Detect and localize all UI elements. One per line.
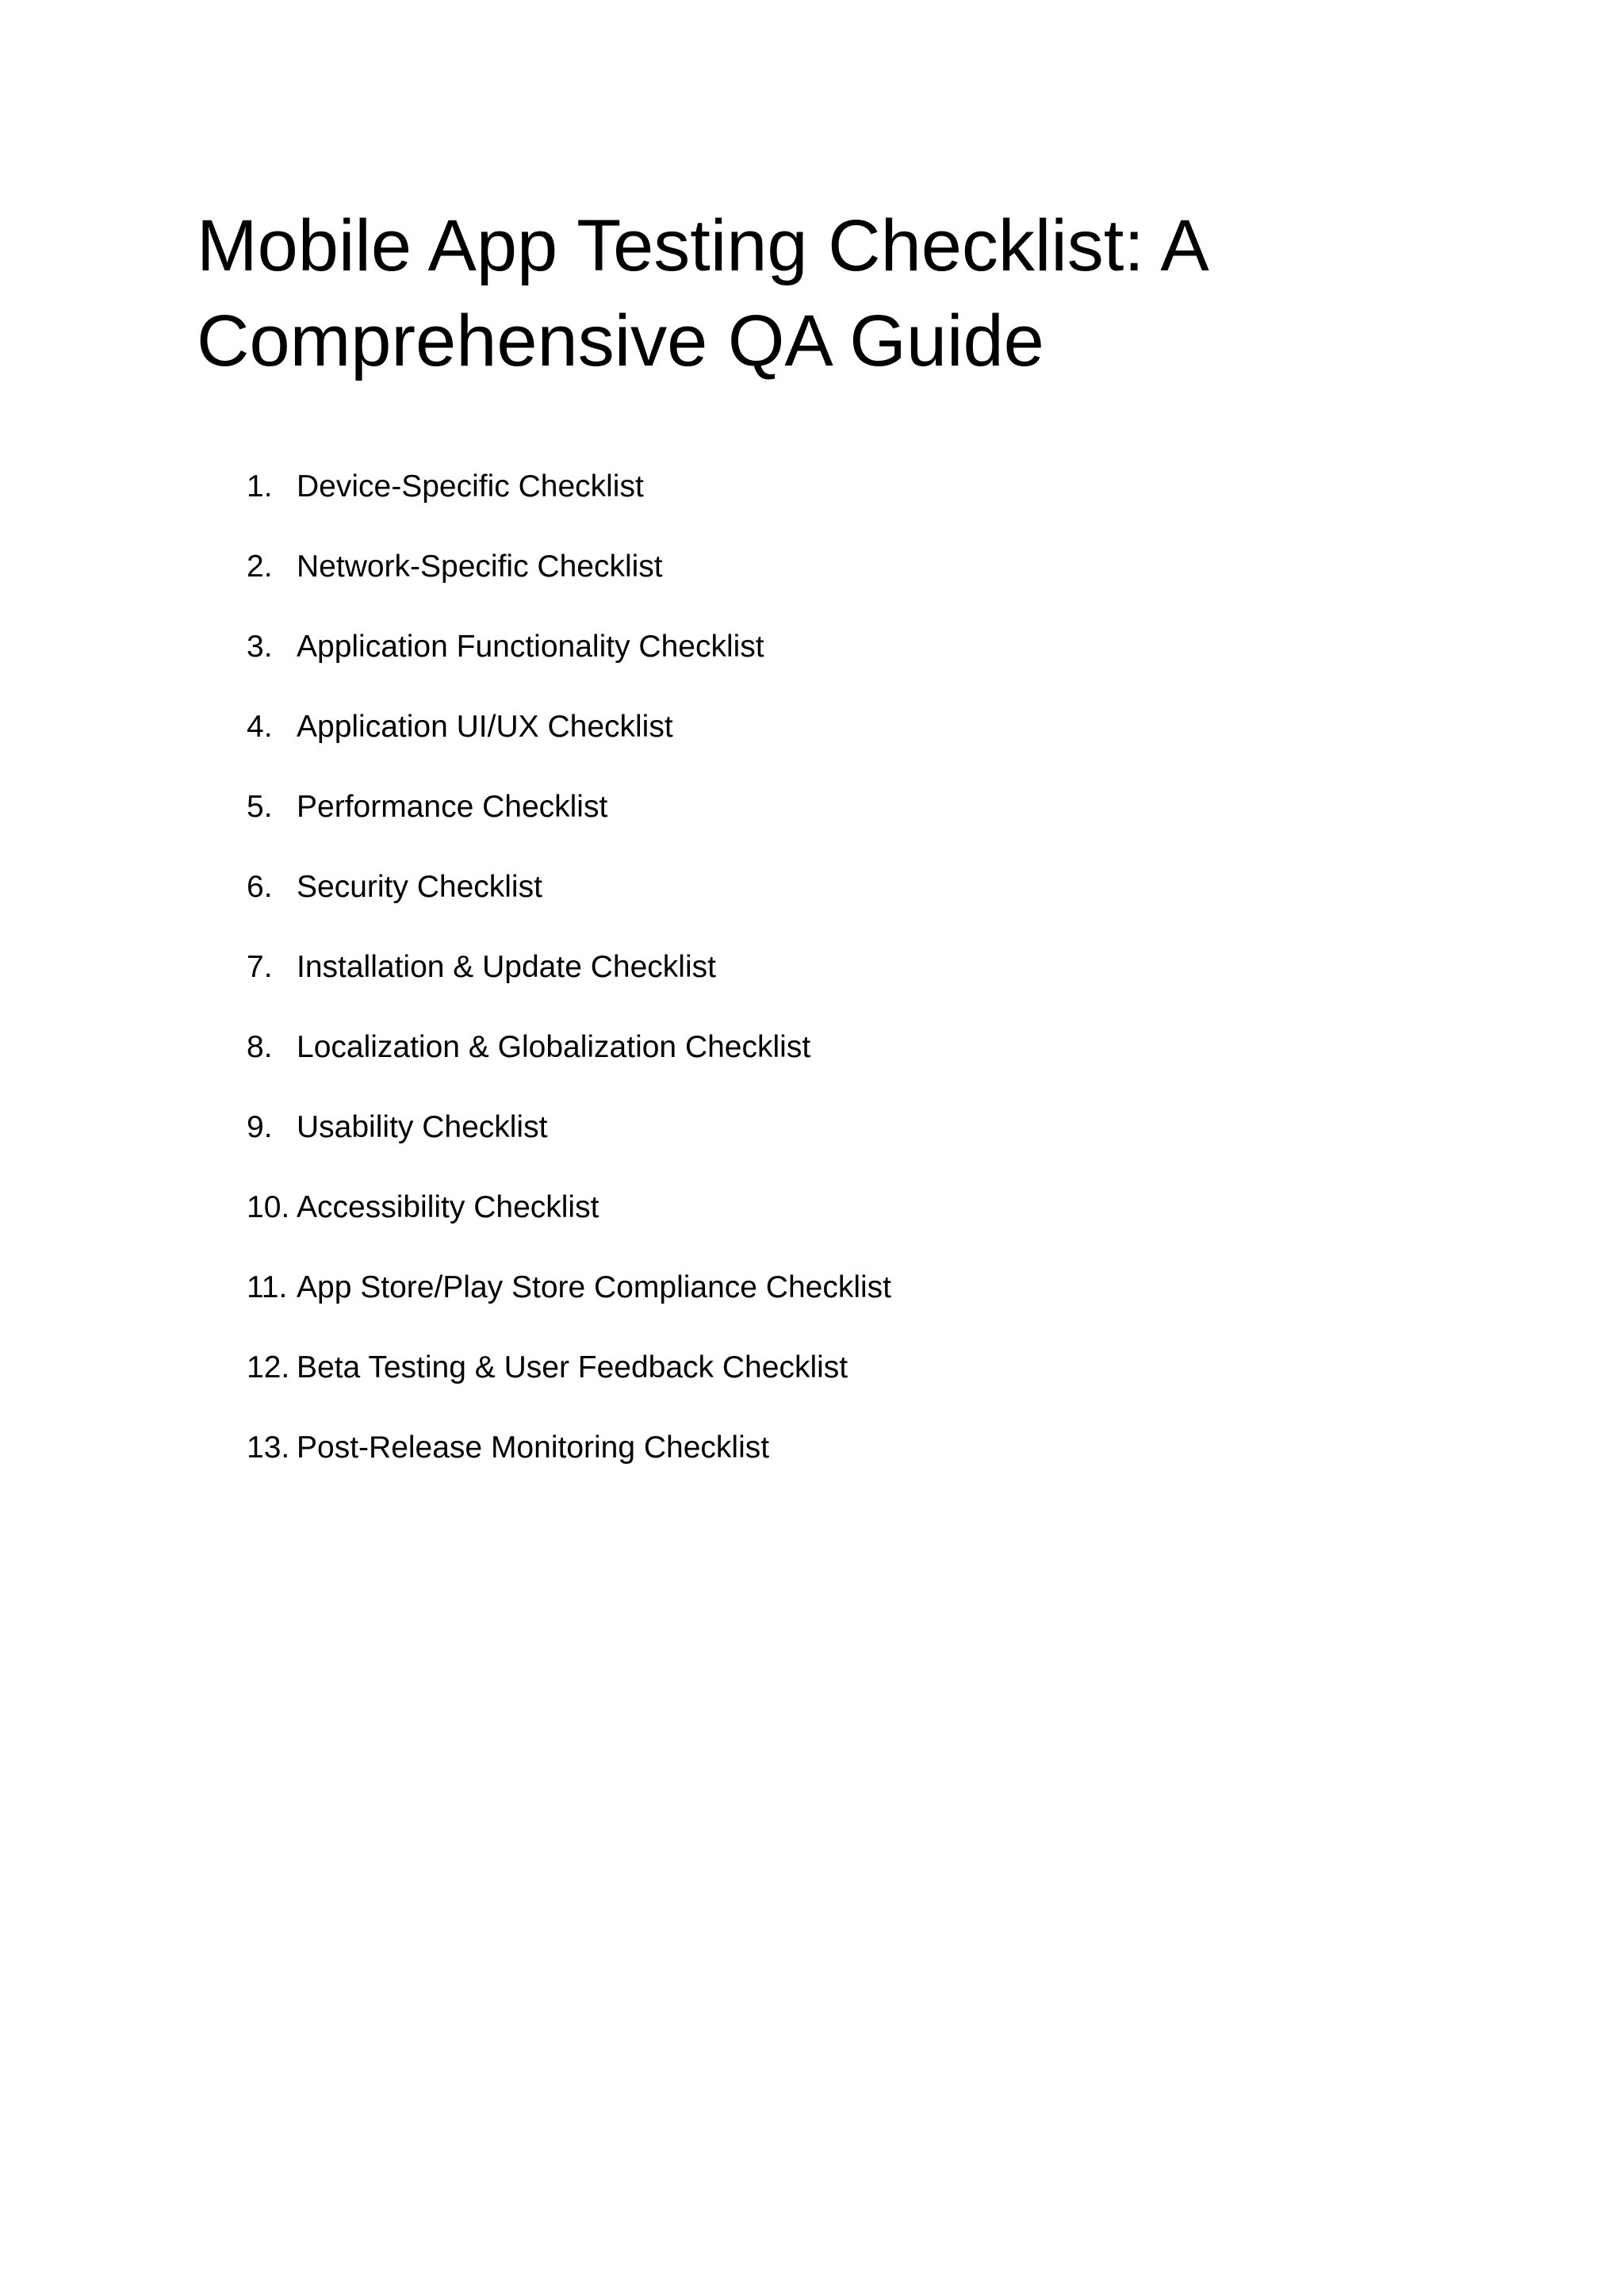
toc-item — [0, 788, 1624, 868]
toc-item — [0, 1109, 1624, 1189]
toc-item-label: App Store/Play Store Compliance Checklist — [297, 1270, 892, 1304]
table-of-contents — [0, 468, 1624, 1509]
toc-item-number: 12. — [247, 1350, 290, 1384]
toc-item — [0, 948, 1624, 1028]
toc-item — [0, 1028, 1624, 1109]
toc-item-number: 8. — [247, 1030, 273, 1064]
toc-item — [0, 708, 1624, 788]
toc-item-label: Installation & Update Checklist — [297, 950, 716, 984]
toc-item — [0, 548, 1624, 628]
toc-item-number: 9. — [247, 1110, 273, 1144]
toc-item-number: 4. — [247, 710, 273, 744]
toc-item-number: 7. — [247, 950, 273, 984]
toc-item-label: Security Checklist — [297, 870, 542, 904]
toc-item — [0, 468, 1624, 548]
toc-item-number: 1. — [247, 469, 273, 504]
toc-item-label: Application UI/UX Checklist — [297, 710, 673, 744]
toc-item — [0, 628, 1624, 708]
toc-item-label: Device-Specific Checklist — [297, 469, 644, 504]
toc-item — [0, 1269, 1624, 1349]
toc-item-number: 3. — [247, 630, 273, 664]
toc-item-label: Accessibility Checklist — [297, 1190, 599, 1224]
toc-item-number: 2. — [247, 550, 273, 584]
toc-item-number: 10. — [247, 1190, 290, 1224]
toc-item — [0, 1189, 1624, 1269]
toc-item-label: Application Functionality Checklist — [297, 630, 764, 664]
toc-item-number: 6. — [247, 870, 273, 904]
toc-item-number: 13. — [247, 1430, 290, 1465]
document-title: Mobile App Testing Checklist: A Comprehensive QA Guide — [197, 205, 1205, 381]
toc-item — [0, 1349, 1624, 1429]
toc-item-label: Post-Release Monitoring Checklist — [297, 1430, 770, 1465]
toc-item-number: 5. — [247, 790, 273, 824]
toc-item-number: 11. — [247, 1270, 288, 1304]
toc-item — [0, 868, 1624, 948]
toc-item-label: Network-Specific Checklist — [297, 550, 663, 584]
toc-item-label: Performance Checklist — [297, 790, 608, 824]
toc-item-label: Localization & Globalization Checklist — [297, 1030, 811, 1064]
toc-item — [0, 1429, 1624, 1509]
toc-item-label: Beta Testing & User Feedback Checklist — [297, 1350, 848, 1384]
toc-item-label: Usability Checklist — [297, 1110, 548, 1144]
